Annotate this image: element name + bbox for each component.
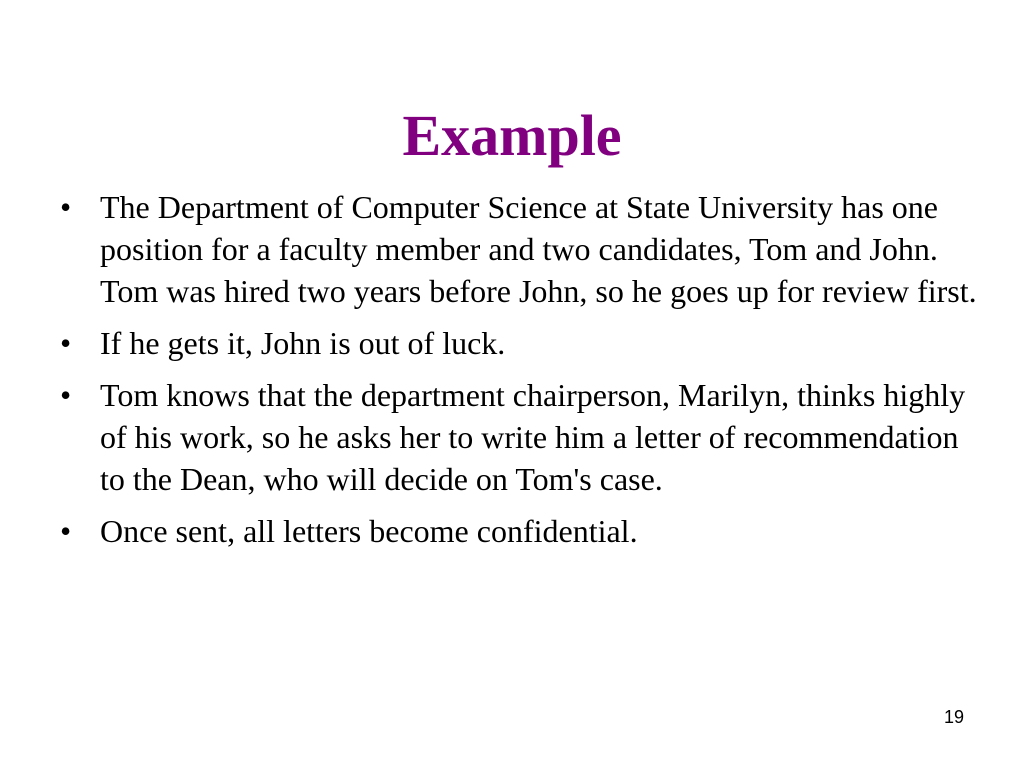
bullet-item: [60, 374, 980, 500]
bullet-list: [60, 186, 980, 562]
bullet-item: [60, 186, 980, 312]
bullet-text: If he gets it, John is out of luck.: [100, 325, 506, 361]
bullet-point-icon: •: [60, 513, 72, 549]
page-number: 19: [943, 707, 964, 727]
bullet-item: [60, 510, 980, 552]
bullet-text: Tom knows that the department chairperson, Marilyn, thinks highly of his work, so he asks her to write him a letter of recommendation to the Dean, who will decide on Tom's case.: [100, 377, 966, 497]
bullet-item: [60, 322, 980, 364]
bullet-point-icon: •: [60, 377, 72, 413]
bullet-point-icon: •: [60, 325, 72, 361]
bullet-text: Once sent, all letters become confidential.: [100, 513, 638, 549]
bullet-text: The Department of Computer Science at State University has one position for a faculty member and two candidates, Tom and John. Tom was hired two years before John, so he goes up for review first.: [100, 189, 977, 309]
bullet-point-icon: •: [60, 189, 72, 225]
slide-title: Example: [402, 102, 622, 168]
